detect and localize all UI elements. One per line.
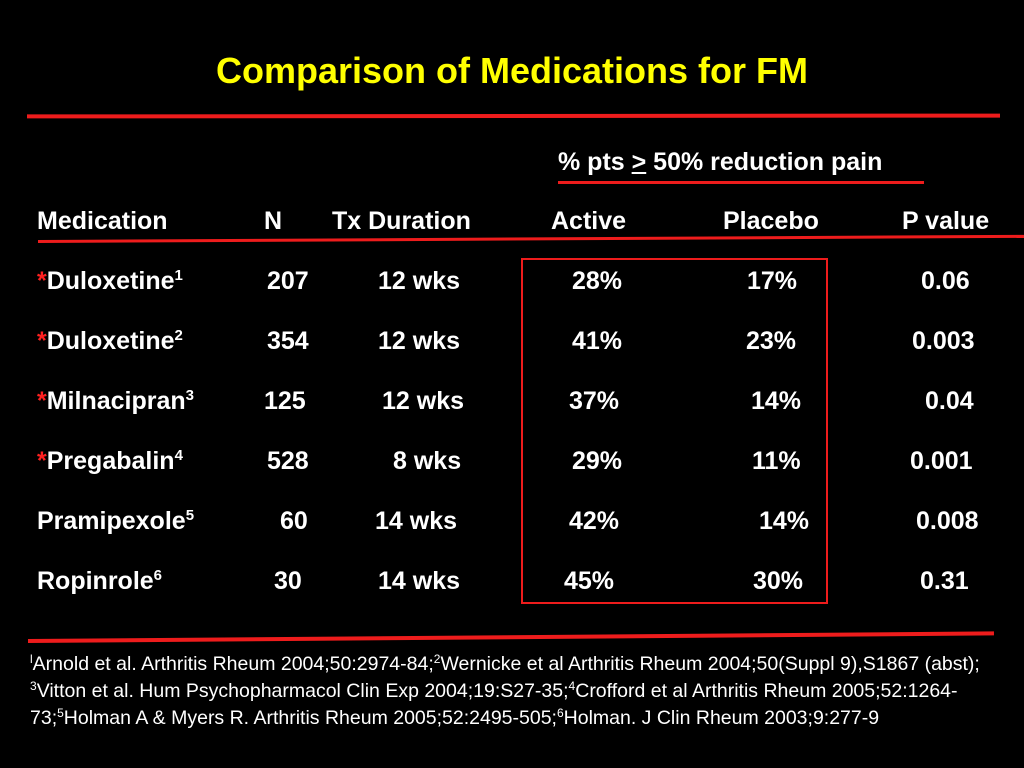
outcome-subheader [558,148,882,177]
table-row-placebo: 17% [747,267,798,295]
table-row-n: 528 [267,447,309,475]
table-row-pvalue: 0.003 [912,327,975,355]
table-row-active: 37% [569,387,620,415]
header-underline [38,235,1024,243]
reference-text: Holman A & Myers R. Arthritis Rheum 2005;52:2495-505; [63,707,557,729]
row-star: * [37,447,47,475]
reference-marker: 3 [30,679,37,693]
table-row-n: 125 [264,387,306,415]
reference-marker: 6 [556,706,564,720]
table-row-duration: 12 wks [382,387,465,415]
title-divider [27,114,1000,119]
table-row-medication [37,447,183,476]
row-name: Pramipexole [37,507,186,535]
table-row-placebo: 14% [759,507,810,535]
table-row-n: 30 [274,567,302,595]
footer-divider [28,631,994,643]
table-row-n: 354 [267,327,309,355]
row-star: * [37,327,47,355]
table-row-duration: 8 wks [393,447,462,475]
row-ref: 2 [174,327,183,344]
reference-marker: l [30,652,33,666]
row-name: Pregabalin [46,447,175,475]
table-row-placebo: 23% [746,327,797,355]
table-row-medication [37,567,162,596]
reference-text: Arnold et al. Arthritis Rheum 2004;50:2974-84; [32,653,434,675]
table-row-n: 207 [267,267,309,295]
col-header-active: Active [551,207,627,235]
table-row-active: 28% [572,267,623,295]
table-row-medication [37,507,194,536]
row-star: * [37,387,47,415]
row-name: Ropinrole [37,567,154,595]
table-row-placebo: 14% [751,387,802,415]
col-header-pvalue: P value [902,207,990,235]
table-row-duration: 12 wks [378,267,461,295]
greater-equal-symbol: > [631,148,647,176]
table-row-active: 29% [572,447,623,475]
table-row-active: 42% [569,507,620,535]
table-row-placebo: 30% [753,567,804,595]
col-header-duration: Tx Duration [332,207,471,235]
reference-marker: 2 [433,652,441,666]
reference-text: Vitton et al. Hum Psychopharmacol Clin Exp 2004;19:S27-35; [36,680,569,702]
row-ref: 3 [185,387,194,404]
table-row-medication [37,387,194,416]
col-header-medication: Medication [37,207,168,235]
row-ref: 5 [185,507,195,524]
table-row-active: 45% [564,567,615,595]
row-name: Duloxetine [46,327,175,355]
row-name: Duloxetine [46,267,175,295]
subheader-suffix: 50% reduction pain [646,148,883,176]
subheader-prefix: % pts [558,148,632,176]
table-row-active: 41% [572,327,623,355]
page-title: Comparison of Medications for FM [215,50,808,91]
table-row-medication [37,267,183,296]
reference-marker: 5 [57,706,64,720]
row-name: Milnacipran [46,387,186,415]
col-header-n: N [264,207,283,235]
row-ref: 1 [174,267,183,284]
table-row-medication [37,327,183,356]
table-row-pvalue: 0.06 [921,267,970,295]
table-row-duration: 14 wks [378,567,461,595]
table-row-pvalue: 0.008 [916,507,979,535]
reference-text: Wernicke et al Arthritis Rheum 2004;50(Suppl 9),S1867 (abst); [440,653,980,675]
active-placebo-highlight-box [521,258,828,604]
table-row-duration: 14 wks [375,507,458,535]
table-row-placebo: 11% [752,447,801,475]
reference-text: Holman. J Clin Rheum 2003;9:277-9 [563,707,880,729]
row-ref: 4 [174,447,183,464]
table-row-duration: 12 wks [378,327,461,355]
table-row-pvalue: 0.001 [910,447,973,475]
subheader-underline [558,181,924,184]
reference-text: Crofford et al Arthritis Rheum 2005;52:1264-73; [30,680,958,729]
col-header-placebo: Placebo [723,207,819,235]
table-row-pvalue: 0.04 [925,387,974,415]
references [30,651,1005,732]
table-row-n: 60 [280,507,308,535]
reference-marker: 4 [568,679,576,693]
row-star: * [37,267,47,295]
table-row-pvalue: 0.31 [920,567,969,595]
row-ref: 6 [153,567,163,584]
